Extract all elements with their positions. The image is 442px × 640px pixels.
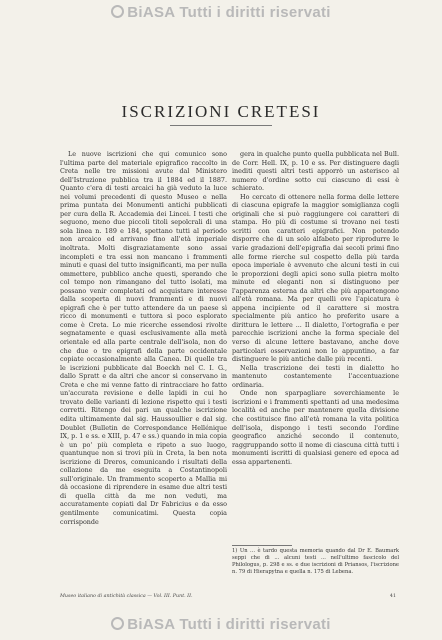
right-paragraph-2: Ho cercato di ottenere nella forma delle lettere di ciascuna epigrafe la maggior somiglianza cogli originali che si può raggiungere coi caratteri di stampa. Ho più di costume si trovano nei testi scritti con caratteri epigrafici. Non potendo disporre che di un solo alfabeto per riprodurre le varie gradazioni dell'epigrafia dai secoli primi fino alle forme rierche sul cospetto della più tarda epoca imperiale è avvenuto che alcuni testi in cui le proporzioni degli apici sono sulla pietra molto minute ed eleganti non si distinguono per l'apparenza esterna da altri che più appartengono all'età romana. Ma per quelli ove l'apicatura è appena incipiente od il carattere si mostra specialmente più antico ho preferito usare a dirittura le lettere ... Il dialetto, l'ortografia e per parecchie iscrizioni anche la forma speciale del verso di alcune lettere bastavano, anche dove particolari osservazioni non lo appuntino, a far distinguere le più antiche dalle più recenti. [232, 192, 399, 364]
page-footer [60, 594, 400, 599]
right-paragraph-3: Nella trascrizione dei testi in dialetto ho mantenuto costantemente l'accentuazione ordinaria. [232, 363, 399, 389]
seal-icon [111, 617, 124, 630]
page-title: ISCRIZIONI CRETESI [121, 102, 321, 121]
right-paragraph-1: gera in qualche punto quella pubblicata nel Bull. de Corr. Hell. IX, p. 10 e ss. Per distinguere dagli inediti questi altri testi apporrò un asterisco al numero d'ordine sotto cui ciascuno di essi è schierato. [232, 150, 399, 193]
title-rule [170, 125, 272, 126]
running-title: Museo italiano di antichità classica — Vol. III. Punt. II. [60, 594, 193, 599]
right-column [232, 150, 399, 510]
watermark-bottom-text: BiASA Tutti i diritti riservati [127, 616, 331, 633]
left-column [60, 150, 227, 596]
footnote-rule [232, 545, 292, 546]
left-paragraph-1: Le nuove iscrizioni che qui comunico sono l'ultima parte del materiale epigrafico raccolto in Creta nelle tre missioni avute dal Ministero dell'Istruzione pubblica tra il 1884 ed il 1887. Quanto c'era di testi arcaici ha già veduto la luce nei volumi precedenti di questo Museo e nella prima puntata dei Monumenti antichi pubblicati per cura della R. Accademia dei Lincei. I testi che seguono, meno due piccoli titoli sepolcrali di una sola linea n. 189 e 184, spettano tutti al periodo non arcaico ed arrivano fino all'età imperiale inoltrata. Molti disgraziatamente sono assai incompleti e tra essi non mancano i frammenti minuti e quasi del tutto insignificanti, ma per nulla ommettere, pubblico anche questi, sperando che col tempo non rimangano del tutto isolati, ma possano venir completati od acquistare interesse dalla scoperta di nuovi frammenti e di nuovi epigrafi che è per tutto attendere da un paese sì ricco di monumenti e tuttora sì poco esplorato come è Creta. Lo mie ricerche essendosi rivolte segnatamente e quasi esclusivamente alla metà orientale ed alla parte centrale dell'isola, non do che due o tre epigrafi della parte occidentale copiate occasionalmente alla Canea. Di quelle tra le iscrizioni pubblicate dal Boeckh nel C. I. G., dallo Spratt e da altri che ancor si conservano in Creta e che mi venne fatto di rintracciare ho fatto un'accurata revisione e delle lapidi in cui ho trovato delle varianti di lezione rispetto qui i testi corretti. Ritengo dei pari un qualche iscrizione edita ultimamente dal sig. Haussoullier e dal sig. Doublet (Bulletin de Correspondance Hellénique IX, p. 1 e ss. e XIII, p. 47 e ss.) quando in mia copia è un po' più completa e ripeto a suo luogo, quantunque non si trovi più in Creta, la ben nota iscrizione di Dreros, comunicando i risultati della collazione da me eseguita a Costantinopoli sull'originale. Un frammento scoperto a Mallia mi dà occasione di riprendere in esame due altri testi di quella città da me non veduti, ma accuratamente copiati dal Dr Fabricius e da esso gentilmente comunicatimi. Questa copia corrisponde [60, 150, 227, 526]
signature-mark: 41 [389, 594, 396, 599]
seal-icon [111, 5, 124, 18]
watermark-bottom [0, 616, 442, 633]
watermark-top-text: BiASA Tutti i diritti riservati [127, 4, 331, 21]
watermark-top [0, 4, 442, 21]
footnotes: 1) Un ... è tardo questa memoria quando dal Dr E. Baumark seppi che di ... alcuni testi ... nell'ultimo fascicolo del Philologus, p. 298 e ss. e due iscrizioni di Priansos, l'iscrizione n. 79 di Hierapytna e quella n. 175 di Lebena. [232, 548, 399, 575]
right-paragraph-4: Onde non sparpagliare soverchiamente le iscrizioni e i frammenti spettanti ad una medesima località ed anche per mantenere quella divisione che costituisce fino all'età romana la vita politica dell'isola, dispongo i testi secondo l'ordine geografico anziché secondo il contenuto, raggruppando sotto il nome di ciascuna città tutti i monumenti iscritti di qualsiasi genere ed epoca ad essa appartenenti. [232, 389, 399, 466]
